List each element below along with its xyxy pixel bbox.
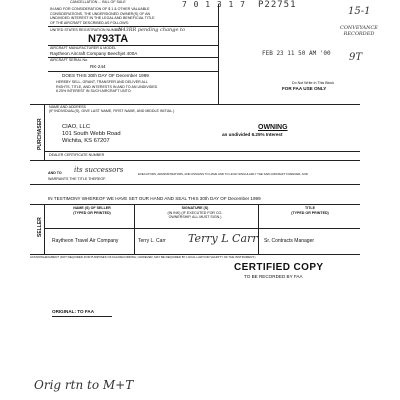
serial-value: RK-244 — [90, 64, 106, 69]
original-to-faa: ORIGINAL: TO FAA — [52, 309, 95, 314]
purchaser-address-1: 101 South Webb Road — [62, 131, 121, 137]
divider — [48, 71, 218, 72]
hereby-text — [56, 80, 216, 94]
serial-label: AIRCRAFT SERIAL No. — [50, 58, 89, 62]
handwritten-bottom-note: Orig rtn to M+T — [34, 378, 134, 392]
faa-use-only: FOR FAA USE ONLY — [282, 86, 327, 91]
divider — [30, 160, 360, 161]
seller-signature-header-sub: (IN INK) (IF EXECUTED FOR CO-OWNERSHIP, ALL MUST SIGN.) — [167, 210, 223, 220]
column-divider — [218, 4, 219, 104]
seller-signature-header-label: SIGNATURE (S) — [181, 206, 209, 210]
hereby-line: RIGHTS, TITLE, AND INTERESTS IN AND TO AN UNDIVIDED — [56, 84, 158, 89]
seller-side-label: SELLER — [37, 217, 43, 237]
seller-name-header-label: NAME (S) OF SELLER — [73, 206, 111, 210]
seller-name: Raytheon Travel Air Company — [52, 238, 119, 244]
form-title-fragment: CANCELLATION ... BILL OF SALE — [70, 0, 126, 4]
consideration-line: CONSIDERATIONS, THE UNDERSIGNED OWNER(S) OF AN — [50, 11, 151, 16]
divider — [44, 228, 360, 229]
purchaser-name-label: NAME AND ADDRESS — [49, 105, 86, 109]
owning-detail: an undivided 6.25% Interest — [222, 132, 283, 137]
owning-label: OWNING — [258, 124, 288, 131]
manufacturer-label: AIRCRAFT MANUFACTURER & MODEL — [50, 46, 117, 50]
registration-number: N793TA — [88, 33, 129, 45]
certified-copy-subtitle: TO BE RECORDED BY FAA — [244, 274, 303, 279]
underline — [52, 316, 112, 317]
hereby-line: HEREBY SELL, GRANT, TRANSFER AND DELIVER ALL — [56, 80, 148, 84]
seller-name-header-sub: (TYPED OR PRINTED) — [73, 210, 111, 215]
divider — [30, 204, 360, 205]
divider — [44, 151, 360, 152]
sale-date: DOES THIS 30th DAY OF December 1999 — [62, 73, 149, 78]
hereby-line: 6.25% INTEREST IN SUCH AIRCRAFT UNTO: — [56, 89, 132, 94]
document-number-right: P22751 — [258, 0, 297, 10]
divider — [30, 184, 360, 185]
acknowledgment-text: ACKNOWLEDGMENT (NOT REQUIRED FOR PURPOSES OF FAA RECORDING; HOWEVER, MAY BE REQUIRED BY LOCAL LAW FOR VALIDITY OF THE INSTRUMENT.) — [30, 255, 256, 259]
consideration-line: IN AND FOR CONSIDERATION OF $ 1 & OTHER VALUABLE — [50, 7, 150, 11]
consideration-line: OF THE AIRCRAFT DESCRIBED AS FOLLOWS: — [50, 20, 129, 25]
column-divider — [134, 204, 135, 254]
purchaser-side-label: PURCHASER — [37, 118, 43, 150]
seller-signature: Terry L Carr — [188, 232, 258, 245]
faa-note-small: Do Not Write In This Block — [292, 81, 335, 85]
stamp-line: CONVEYANCE — [340, 25, 378, 31]
stamp-line: RECORDED — [343, 30, 375, 37]
purchaser-name-sublabel: (IF INDIVIDUAL(S), GIVE LAST NAME, FIRST NAME, AND MIDDLE INITIAL.) — [49, 109, 175, 113]
certified-copy-title: CERTIFIED COPY — [234, 262, 324, 273]
seller-name-header — [62, 206, 122, 215]
seller-title-header-label: TITLE — [305, 206, 315, 210]
consideration-line: UNDIVIDED INTEREST IN THE LEGAL AND BENEFICIAL TITLE — [50, 16, 155, 21]
consideration-text — [50, 7, 200, 25]
manufacturer-value: Raytheon Aircraft Company Beechjet 400A — [50, 51, 138, 56]
warranty-text-2: WARRANTS THE TITLE THEREOF. — [48, 177, 106, 181]
seller-title-header — [282, 206, 338, 215]
seller-signer-name: Terry L. Carr — [138, 238, 166, 244]
side-divider — [44, 204, 45, 254]
seller-title: Sr. Contracts Manager — [264, 238, 315, 244]
recording-stamp — [340, 26, 378, 37]
document-number-left: 7 0 1 3 1 7 — [182, 0, 246, 9]
registration-label: UNITED STATES REGISTRATION NUMBER — [50, 28, 123, 32]
recording-date-stamp: FEB 23 11 50 AM '00 — [262, 50, 331, 57]
recording-date-suffix: 9T — [349, 52, 363, 63]
purchaser-name: CIAO, LLC — [62, 124, 91, 130]
successors-handwritten: its successors — [74, 166, 124, 174]
page-mark: 15-1 — [348, 6, 371, 17]
purchaser-address-2: Wichita, KS 67207 — [62, 138, 110, 144]
dealer-certificate-label: DEALER CERTIFICATE NUMBER — [49, 153, 105, 157]
registration-handwritten-note: N43RR pending change to — [118, 27, 186, 33]
and-to-label: AND TO — [48, 171, 62, 175]
testimony-text: IN TESTIMONY WHEREOF WE HAVE SET OUR HAND AND SEAL THIS 30th DAY OF December 1999 — [48, 196, 261, 201]
seller-title-header-sub: (TYPED OR PRINTED) — [291, 210, 329, 215]
warranty-text: EXECUTORS, ADMINISTRATORS, AND ASSIGNS TO HAVE AND TO HOLD SINGULARLY THE SAID AIRCRAFT FOREVER, AND — [138, 172, 308, 176]
column-divider — [258, 204, 259, 254]
seller-signature-header — [162, 206, 228, 220]
